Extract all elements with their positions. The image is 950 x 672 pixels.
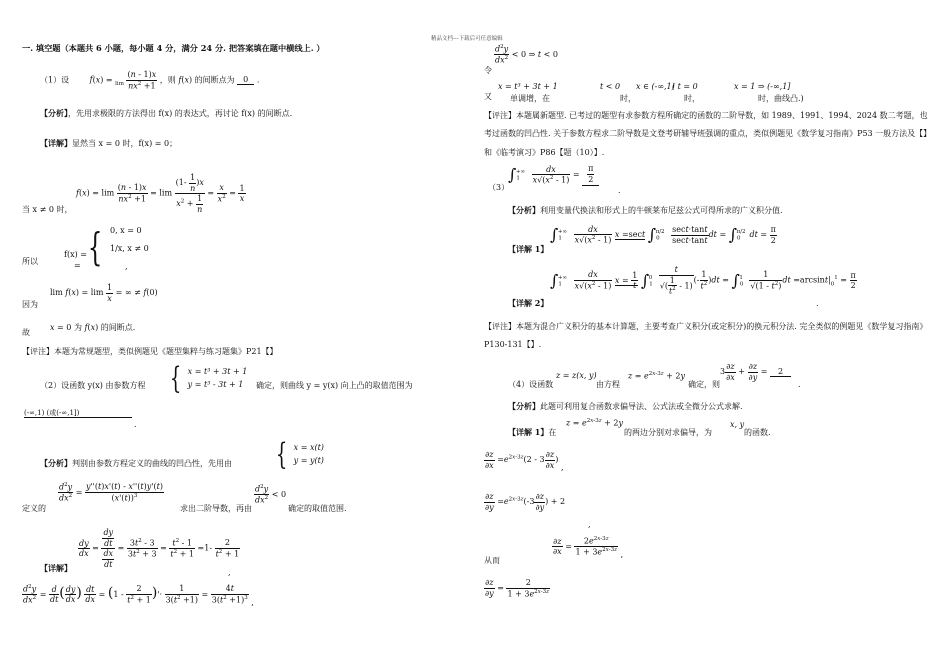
q3-detail2: $\int_1^{+\infty}$ $\frac{dx}{x√(x^2 - 1)}$ x = $\frac{1}{t}$ $\int_1^0$ t √( $\frac{1}{t^2}$ - 1) (- $\frac{1}{t^2}$ )$dt = \int_0^1$ $\frac{1}{√(1 - t^2)}$ dt $=\arcsin t|_0^1$ = $\frac{\pi}{2}$ — [550, 265, 856, 296]
q1-limit: lim f(x) = lim $\frac{1}{x}$ = ∞ ≠ f(0) — [50, 283, 158, 303]
q1-fx: f(x) = — [64, 250, 87, 259]
q4-answer: 2 — [770, 367, 791, 377]
page-header-note: 精品文档---下载后可任意编辑 — [431, 36, 503, 42]
q2-defined: 定义的 — [22, 504, 46, 513]
q4-from: 从而 — [484, 556, 500, 565]
q1-analysis: 【分析】，先用求极限的方法得出 f(x) 的表达式，再讨论 f(x) 的间断点. — [40, 108, 293, 118]
q4-detail: 【详解 1】在 — [508, 427, 557, 437]
q3-analysis: 【分析】利用变量代换法和形式上的牛顿莱布尼兹公式可得所求的广义积分值. — [508, 205, 783, 215]
analysis-tag: 【分析】 — [40, 108, 68, 118]
q2-system: { x = t³ + 3t + 1 y = t³ - 3t + 1 — [169, 361, 248, 396]
q2-system-generic: { x = x(t) y = y(t) — [275, 437, 324, 472]
q1-because: 因为 — [22, 300, 38, 309]
q1-statement: （1）设 f(x) = $_{lim}$ $\frac{(n - 1)x}{nx^2 +1}$ ，则 f(x) 的间断点为 0 . — [40, 70, 260, 91]
section-title: 一. 填空题（本题共 6 小题，每小题 4 分，满分 24 分. 把答案填在题中横线上. ） — [22, 43, 325, 53]
q1-tail: ，则 f(x) 的间断点为 — [159, 75, 235, 85]
q3-formula: $\int_1^{+\infty}$ $\frac{dx}{x√(x^2 - 1)}$ = $\frac{\pi}{2}$ — [508, 162, 599, 186]
q2-label: （2）设函数 y(x) 由参数方程 — [40, 381, 146, 390]
q2-end-text: 确定的取值范围. — [288, 504, 347, 513]
q1-label: （1）设 — [40, 75, 70, 85]
q3-detail1-tag: 【详解 1】 — [508, 244, 549, 254]
q1-piecewise: = { 0, x = 0 1/x, x ≠ 0 — [74, 225, 149, 270]
q4-expr: 3 $\frac{\partial z}{\partial x}$ + $\frac{\partial z}{\partial y}$ = 2 — [720, 362, 791, 382]
q3-label: （3） — [488, 183, 510, 192]
q2-comment: 【评注】本题属新题型. 已考过的题型有求参数方程所确定的函数的二阶导数，如 1989、1991、1994、2024 数二考题，也考过函数的凹凸性. 关于参数方程求二阶导数是文登考研辅导班强调的重点，类似例题见《数学复习指南》P53 一般方法及【】和《临考演习》P86【题（10）】. — [484, 111, 928, 157]
q2-tail: 确定，则曲线 y = y(x) 向上凸的取值范围为 — [256, 381, 413, 390]
piece-a: 0, x = 0 — [109, 226, 142, 235]
q1-eq1: f(x) = lim $\frac{(n - 1)x}{nx^2 +1}$ = lim (1- $\frac{1}{n}$ )x $x^2$ + $\frac{1}{n}$ = $\frac{x}{x^2}$ = $\frac{1}{x}$ — [76, 173, 245, 214]
q4-p2: $\frac{\partial z}{\partial y}$ $=e^{2x-3z}(-3$ $\frac{\partial z}{\partial y}$ ) + 2 — [485, 492, 566, 512]
cont-t1: t < 0 — [600, 82, 621, 91]
q3-answer: $\frac{\pi}{2}$ — [582, 164, 599, 185]
q2-second: $\frac{d^2y}{dx^2}$ = $\frac{d}{dt}$ ( $\frac{dy}{dx}$ ) $\frac{dt}{dx}$ = (1 - $\frac{2}{t^2 + 1}$ )'· $\frac{1}{3(t^2 +1)}$ = $\frac{4t}{3(t^2 +1)^3}$ , — [23, 584, 254, 607]
q4-r2: $\frac{\partial z}{\partial y}$ = $\frac{2}{1 + 3e^{2x-3z}}$ — [485, 578, 550, 599]
q3-comment: 【评注】本题为混合广义积分的基本计算题，主要考查广义积分(或定积分)的换元积分法. 完全类似的例题见《数学复习指南》P130-131【】. — [484, 322, 928, 350]
q1-answer: 0 — [237, 75, 254, 85]
cont-t2: ( t = 0 — [672, 82, 698, 91]
q4-z: z = z(x, y) — [556, 371, 597, 380]
cont-cond: $\frac{d^2y}{dx^2}$ < 0 ⇒ t < 0 — [495, 44, 558, 65]
q2-analysis: 【分析】判别由参数方程定义的曲线的凹凸性，先用由 — [40, 458, 232, 468]
q1-comment: 【评注】本题为常规题型，类似例题见《题型集粹与练习题集》P21【】 — [22, 347, 278, 356]
q1-when: 当 x ≠ 0 时， — [22, 205, 73, 214]
q1-so: 所以 — [22, 257, 38, 266]
cont-int2: x = 1 ⇒ (-∞,1] — [734, 82, 791, 91]
q1-conclusion: x = 0 为 f(x) 的间断点. — [50, 323, 136, 332]
q2-answer: (-∞,1) (或(-∞,1]) — [24, 409, 132, 418]
q1-detail: 【详解】显然当 x = 0 时，f(x) = 0； — [40, 138, 178, 148]
q1-comma: , — [125, 262, 128, 271]
q4-r1: $\frac{\partial z}{\partial x}$ = $\frac{2e^{2x-3z}}{1 + 3e^{2x-3z}}$ , — [553, 536, 624, 559]
q2-dydx: $\frac{dy}{dx}$ = $\frac{\frac{dy}{dt}}{\frac{dx}{dt}}$ = $\frac{3t^2 - 3}{3t^2 + 3}$ = $\frac{t^2 - 1}{t^2 + 1}$ =1- $\frac{2}{t^2 + 1}$ — [79, 528, 240, 569]
detail-tag: 【详解】 — [40, 138, 72, 148]
cont-mono: 单调增，在 — [510, 94, 550, 103]
q3-detail2-tag: 【详解 2】 — [508, 298, 549, 308]
q2-end: . — [134, 420, 137, 429]
cont-int1: x ∈ (-∞,1) — [636, 82, 675, 91]
q2-cond: $\frac{d^2y}{dx^2}$ < 0 — [255, 484, 287, 505]
cont-you: 又 — [484, 92, 492, 101]
piece-b: 1/x, x ≠ 0 — [109, 243, 149, 253]
q1-therefore: 故 — [22, 328, 30, 337]
q2-mid: 求出二阶导数，再由 — [180, 504, 252, 513]
q4-p1: $\frac{\partial z}{\partial x}$ $=e^{2x-3z}(2 - 3$ $\frac{\partial z}{\partial x}$ ) , — [485, 450, 564, 473]
q2-formula: $\frac{d^2y}{dx^2}$ = $\frac{y''(t)x'(t) - x''(t)y'(t)}{(x'(t))^3}$ — [59, 482, 163, 503]
q4-analysis: 【分析】此题可利用复合函数求偏导法、公式法或全微分公式求解. — [508, 401, 743, 411]
q3-detail1: $\int_1^{+\infty}$ $\frac{dx}{x√(x^2 - 1)}$ x =sect $\int_0^{\pi/2}$ $\frac{\sec t\cdot\tan t}{\sec t\cdot\tan t}$ dt = $\int_0^{\pi/2}$ dt = $\frac{\pi}{2}$ — [550, 224, 776, 245]
q4-eq: $z = e^{2x-3z} + 2y$ — [628, 371, 686, 381]
q4-label: （4）设函数 — [508, 380, 554, 389]
q2-detail-tag: 【详解】 — [40, 563, 72, 573]
cont-x: x = t³ + 3t + 1 — [498, 82, 558, 91]
cont-ling: 令 — [484, 66, 492, 75]
